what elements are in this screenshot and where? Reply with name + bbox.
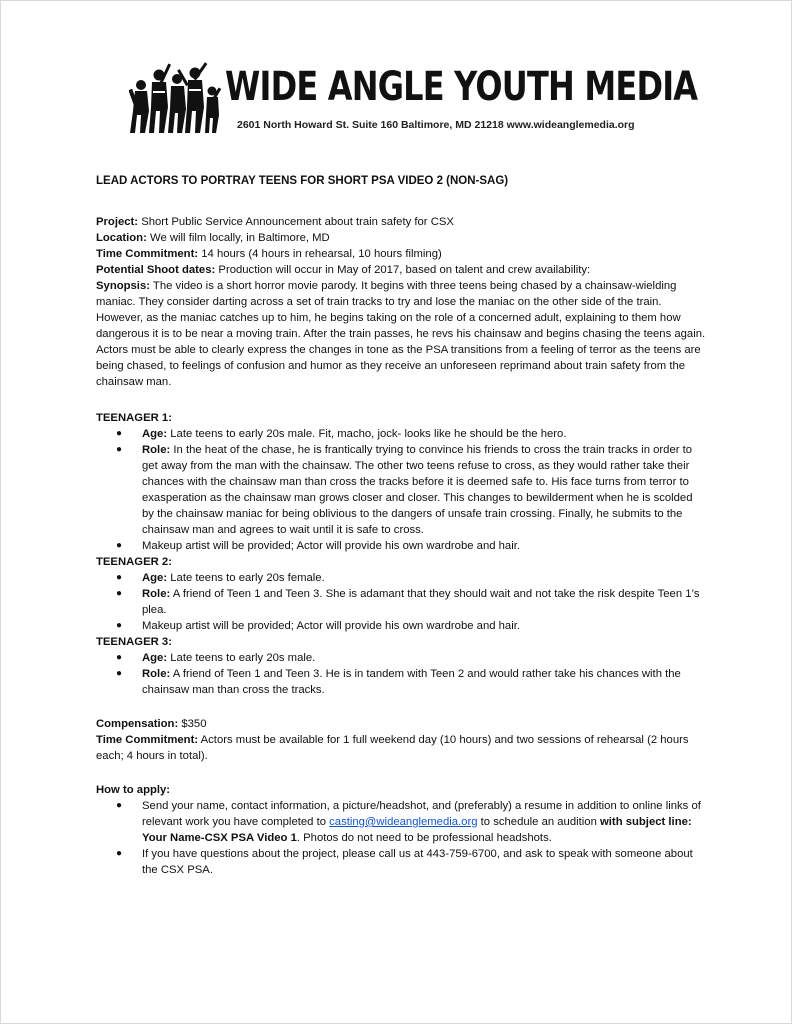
contact-phone-note: If you have questions about the project, please call us at 443-759-6700, and ask to speak with someone about the CSX PSA. bbox=[142, 848, 693, 876]
list-item bbox=[96, 538, 706, 554]
teenager-3-heading: TEENAGER 3: bbox=[96, 636, 172, 648]
project-line bbox=[96, 214, 706, 230]
how-to-apply-list bbox=[96, 798, 706, 878]
list-item bbox=[96, 618, 706, 634]
shoot-dates-value: Production will occur in May of 2017, based on talent and crew availability: bbox=[215, 264, 591, 276]
shoot-dates-label: Potential Shoot dates: bbox=[96, 264, 216, 276]
project-label: Project: bbox=[96, 216, 139, 228]
list-item bbox=[96, 798, 706, 846]
bullet-icon: ● bbox=[116, 588, 123, 599]
casting-email-link[interactable]: casting@wideanglemedia.org bbox=[329, 816, 478, 828]
list-item bbox=[96, 846, 706, 878]
location-label: Location: bbox=[96, 232, 147, 244]
teenager-3-list bbox=[96, 650, 706, 698]
organization-address: 2601 North Howard St. Suite 160 Baltimore, MD 21218 www.wideanglemedia.org bbox=[237, 119, 635, 131]
actor-time-label: Time Commitment: bbox=[96, 734, 199, 746]
synopsis-label: Synopsis: bbox=[96, 280, 150, 292]
bullet-icon: ● bbox=[116, 540, 123, 551]
role-value: A friend of Teen 1 and Teen 3. He is in tandem with Teen 2 and would rather take his chances with the chainsaw man than cross the tracks. bbox=[142, 668, 681, 696]
age-value: Late teens to early 20s male. bbox=[167, 652, 316, 664]
time-commitment-value: 14 hours (4 hours in rehearsal, 10 hours filming) bbox=[198, 248, 442, 260]
project-value: Short Public Service Announcement about train safety for CSX bbox=[138, 216, 454, 228]
subject-line-instruction: with subject line: Your Name-CSX PSA Video 1 bbox=[142, 816, 692, 844]
teenager-2-list bbox=[96, 570, 706, 634]
youth-silhouettes-logo-icon bbox=[129, 61, 224, 135]
apply-instructions-cont: to schedule an audition bbox=[477, 816, 600, 828]
role-value: In the heat of the chase, he is frantically trying to convince his friends to cross the train tracks in order to get away from the man with the chainsaw. The other two teens refuse to cross, as they would rather take their chances with the chainsaw man than cross the tracks before it is deemed safe to. His face turns from terror to exasperation as the chainsaw man grows closer and closer. This changes to bewilderment when he is scolded by the chainsaw maniac for being oblivious to the dangers of unsafe train crossing. Finally, he submits to the chainsaw man and agrees to wait until it is safe to cross. bbox=[142, 444, 693, 536]
how-to-apply-heading: How to apply: bbox=[96, 784, 171, 796]
role-label: Role: bbox=[142, 444, 171, 456]
age-value: Late teens to early 20s male. Fit, macho, jock- looks like he should be the hero. bbox=[167, 428, 567, 440]
time-commitment-line bbox=[96, 246, 706, 262]
location-line bbox=[96, 230, 706, 246]
location-value: We will film locally, in Baltimore, MD bbox=[146, 232, 330, 244]
bullet-icon: ● bbox=[116, 848, 123, 859]
bullet-icon: ● bbox=[116, 428, 123, 439]
list-item bbox=[96, 666, 706, 698]
compensation-label: Compensation: bbox=[96, 718, 179, 730]
teenager-1-list bbox=[96, 426, 706, 554]
age-label: Age: bbox=[142, 652, 168, 664]
actor-time-commitment bbox=[96, 732, 706, 764]
compensation-value: $350 bbox=[178, 718, 207, 730]
bullet-icon: ● bbox=[116, 444, 123, 455]
bullet-icon: ● bbox=[116, 572, 123, 583]
apply-instructions: Send your name, contact information, a picture/headshot, and (preferably) a resume in addition to online links of relevant work you have completed to bbox=[142, 800, 701, 828]
age-label: Age: bbox=[142, 572, 168, 584]
age-value: Late teens to early 20s female. bbox=[167, 572, 325, 584]
compensation-line bbox=[96, 716, 706, 732]
role-value: A friend of Teen 1 and Teen 3. She is adamant that they should wait and not take the risk despite Teen 1’s plea. bbox=[142, 588, 700, 616]
photo-note: . Photos do not need to be professional headshots. bbox=[296, 832, 552, 844]
organization-name: WIDE ANGLE YOUTH MEDIA bbox=[225, 64, 698, 110]
list-item bbox=[96, 586, 706, 618]
age-label: Age: bbox=[142, 428, 168, 440]
teenager-2-heading: TEENAGER 2: bbox=[96, 556, 172, 568]
role-label: Role: bbox=[142, 668, 171, 680]
bullet-icon: ● bbox=[116, 668, 123, 679]
teenager-1-heading: TEENAGER 1: bbox=[96, 412, 172, 424]
synopsis-paragraph bbox=[96, 278, 706, 390]
wardrobe-note: Makeup artist will be provided; Actor will provide his own wardrobe and hair. bbox=[142, 620, 521, 632]
letterhead bbox=[129, 61, 698, 141]
synopsis-text: The video is a short horror movie parody. It begins with three teens being chased by a chainsaw-wielding maniac. They consider darting across a set of train tracks to try and lose the maniac on the other side of the train. However, as the maniac catches up to him, he begins taking on the role of a concerned adult, explaining to them how dangerous it is to be near a moving train. After the train passes, he revs his chainsaw and begins chasing the teens again. Actors must be able to clearly express the changes in tone as the PSA transitions from a feeling of terror as the teens are being chased, to feelings of confusion and humor as they receive an unforeseen reprimand about train safety from the chainsaw man. bbox=[96, 280, 706, 388]
bullet-icon: ● bbox=[116, 652, 123, 663]
list-item bbox=[96, 442, 706, 538]
document-title: LEAD ACTORS TO PORTRAY TEENS FOR SHORT PSA VIDEO 2 (NON-SAG) bbox=[96, 175, 509, 187]
role-label: Role: bbox=[142, 588, 171, 600]
list-item bbox=[96, 426, 706, 442]
actor-time-value: Actors must be available for 1 full weekend day (10 hours) and two sessions of rehearsal (2 hours each; 4 hours in total). bbox=[96, 734, 689, 762]
bullet-icon: ● bbox=[116, 620, 123, 631]
shoot-dates-line bbox=[96, 262, 706, 278]
list-item bbox=[96, 570, 706, 586]
list-item bbox=[96, 650, 706, 666]
document-body bbox=[96, 173, 706, 878]
time-commitment-label: Time Commitment: bbox=[96, 248, 199, 260]
bullet-icon: ● bbox=[116, 800, 123, 811]
wardrobe-note: Makeup artist will be provided; Actor will provide his own wardrobe and hair. bbox=[142, 540, 521, 552]
